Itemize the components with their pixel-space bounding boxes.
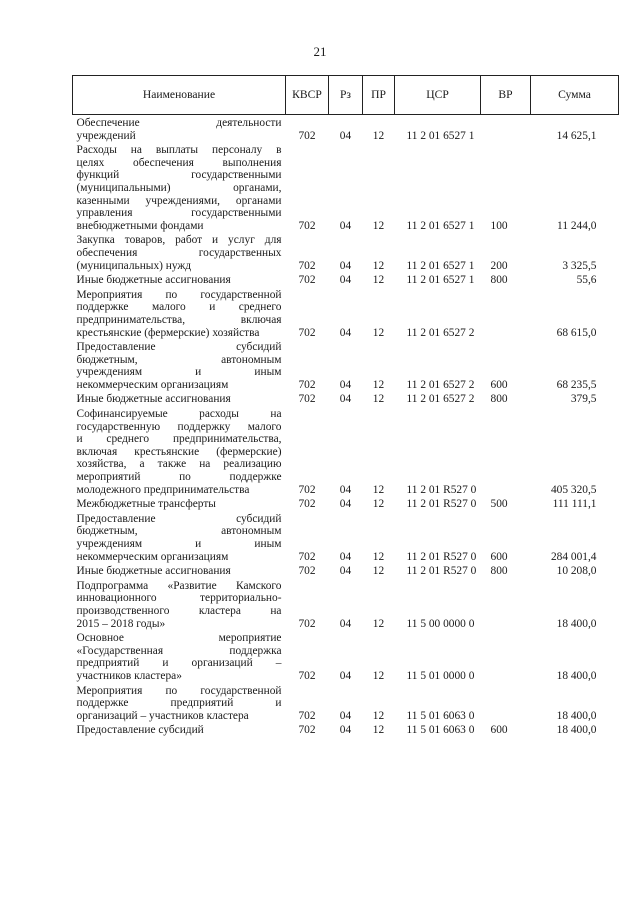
row-name <box>73 511 286 563</box>
row-name-line: государственную поддержку малого <box>76 420 282 433</box>
header-csr: ЦСР <box>395 76 481 115</box>
row-name-line: молодежного предпринимательства <box>76 483 250 496</box>
row-name-line: Софинансируемые расходы на <box>76 408 282 421</box>
row-name-line: Мероприятия по государственной <box>76 288 282 301</box>
row-csr: 11 5 01 6063 0 <box>406 709 475 722</box>
row-name <box>73 287 286 339</box>
row-rz: 04 <box>339 129 352 142</box>
row-name-line: управления государственными <box>76 207 282 220</box>
row-rz: 04 <box>339 550 352 563</box>
row-sum: 18 400,0 <box>556 724 597 737</box>
row-pr: 12 <box>372 393 385 406</box>
row-pr: 12 <box>372 709 385 722</box>
row-rz: 04 <box>339 326 352 339</box>
row-name-line: учреждениям и иным <box>76 538 282 550</box>
row-kvsr: 702 <box>298 393 316 406</box>
row-vr: 800 <box>490 393 508 406</box>
row-name-line: Закупка товаров, работ и услуг для <box>76 234 282 247</box>
row-csr: 11 5 01 0000 0 <box>406 669 475 682</box>
row-name-line: учреждений <box>76 129 136 142</box>
row-rz: 04 <box>339 274 352 287</box>
row-name-line: бюджетным, автономным <box>76 525 282 538</box>
header-name: Наименование <box>73 76 286 115</box>
row-csr: 11 5 00 0000 0 <box>406 617 475 630</box>
row-name <box>73 683 286 723</box>
row-sum: 68 235,5 <box>556 378 597 391</box>
row-name-line: функций государственными <box>76 169 282 182</box>
row-name <box>73 391 286 406</box>
header-kvsr: КВСР <box>286 76 329 115</box>
row-name-line: Мероприятия по государственной <box>76 684 282 697</box>
table-row <box>73 142 619 232</box>
row-kvsr: 702 <box>298 724 316 737</box>
row-rz: 04 <box>339 393 352 406</box>
row-name <box>73 722 286 737</box>
row-sum: 68 615,0 <box>556 326 597 339</box>
row-name-line: инновационного территориально- <box>76 592 282 605</box>
table-row <box>73 578 619 630</box>
row-name-line: целях обеспечения выполнения <box>76 156 282 169</box>
row-name-line: Предоставление субсидий <box>76 341 282 354</box>
row-name-line: (муниципальными) органами, <box>76 181 282 194</box>
row-name <box>73 630 286 682</box>
row-rz: 04 <box>339 378 352 391</box>
table-row <box>73 630 619 682</box>
row-sum: 284 001,4 <box>550 550 597 563</box>
row-name-line: хозяйства, а также на реализацию <box>76 458 282 471</box>
row-pr: 12 <box>372 617 385 630</box>
row-csr: 11 2 01 6527 1 <box>406 259 475 272</box>
row-rz: 04 <box>339 219 352 232</box>
table-row <box>73 391 619 406</box>
table-row <box>73 722 619 737</box>
row-name-line: казенными учреждениями, органами <box>76 194 282 207</box>
row-sum: 18 400,0 <box>556 709 597 722</box>
row-name-line: предприятий и организаций – <box>76 657 282 670</box>
row-name-line: Предоставление субсидий <box>76 724 204 737</box>
row-name-line: Обеспечение деятельности <box>76 117 282 129</box>
row-name <box>73 578 286 630</box>
row-vr <box>481 630 531 682</box>
row-vr <box>481 683 531 723</box>
row-pr: 12 <box>372 498 385 511</box>
budget-table <box>72 75 619 737</box>
row-name <box>73 563 286 578</box>
row-vr: 100 <box>490 219 508 232</box>
row-name-line: крестьянские (фермерские) хозяйства <box>76 326 260 339</box>
row-sum: 55,6 <box>576 274 597 287</box>
row-pr: 12 <box>372 565 385 578</box>
row-kvsr: 702 <box>298 274 316 287</box>
row-kvsr: 702 <box>298 498 316 511</box>
row-csr: 11 2 01 6527 1 <box>406 129 475 142</box>
row-kvsr: 702 <box>298 669 316 682</box>
row-pr: 12 <box>372 129 385 142</box>
row-name-line: Иные бюджетные ассигнования <box>76 565 231 578</box>
row-name <box>73 496 286 511</box>
row-name <box>73 406 286 496</box>
row-pr: 12 <box>372 483 385 496</box>
table-row <box>73 496 619 511</box>
row-vr <box>481 115 531 143</box>
table-row <box>73 683 619 723</box>
table-row <box>73 232 619 272</box>
row-kvsr: 702 <box>298 219 316 232</box>
row-name-line: Иные бюджетные ассигнования <box>76 274 231 287</box>
row-csr: 11 2 01 R527 0 <box>406 550 477 563</box>
row-name-line: включая крестьянские (фермерские) <box>76 445 282 458</box>
header-sum: Сумма <box>531 76 619 115</box>
row-pr: 12 <box>372 326 385 339</box>
row-rz: 04 <box>339 724 352 737</box>
row-name-line: производственного кластера на <box>76 604 282 617</box>
row-sum: 18 400,0 <box>556 617 597 630</box>
table-row <box>73 406 619 496</box>
table-row <box>73 339 619 391</box>
row-sum: 10 208,0 <box>556 565 597 578</box>
row-pr: 12 <box>372 550 385 563</box>
row-name-line: (муниципальных) нужд <box>76 259 192 272</box>
row-vr: 600 <box>490 550 508 563</box>
row-name <box>73 142 286 232</box>
row-name <box>73 339 286 391</box>
table-row <box>73 511 619 563</box>
row-name-line: некоммерческим организациям <box>76 378 229 391</box>
row-kvsr: 702 <box>298 709 316 722</box>
row-vr: 800 <box>490 274 508 287</box>
row-sum: 379,5 <box>570 393 597 406</box>
row-pr: 12 <box>372 274 385 287</box>
row-name-line: бюджетным, автономным <box>76 353 282 366</box>
row-vr: 200 <box>490 259 508 272</box>
row-rz: 04 <box>339 669 352 682</box>
row-sum: 14 625,1 <box>556 129 597 142</box>
row-rz: 04 <box>339 617 352 630</box>
row-vr: 500 <box>490 498 508 511</box>
table-row <box>73 563 619 578</box>
row-rz: 04 <box>339 709 352 722</box>
row-name-line: Расходы на выплаты персоналу в <box>76 144 282 157</box>
header-vr: ВР <box>481 76 531 115</box>
header-rz: Рз <box>329 76 363 115</box>
table-row <box>73 272 619 287</box>
row-name-line: обеспечения государственных <box>76 246 282 259</box>
row-kvsr: 702 <box>298 378 316 391</box>
row-name <box>73 115 286 143</box>
row-name-line: Иные бюджетные ассигнования <box>76 393 231 406</box>
row-kvsr: 702 <box>298 259 316 272</box>
row-kvsr: 702 <box>298 617 316 630</box>
row-kvsr: 702 <box>298 326 316 339</box>
page-number: 21 <box>313 44 327 59</box>
row-name-line: учреждениям и иным <box>76 366 282 379</box>
row-csr: 11 2 01 6527 1 <box>406 274 475 287</box>
row-kvsr: 702 <box>298 550 316 563</box>
row-rz: 04 <box>339 483 352 496</box>
table-body <box>73 115 619 737</box>
row-pr: 12 <box>372 378 385 391</box>
row-vr <box>481 406 531 496</box>
table-row <box>73 115 619 143</box>
row-name-line: предпринимательства, включая <box>76 313 282 326</box>
row-sum: 111 111,1 <box>552 498 597 511</box>
row-name-line: поддержке предприятий и <box>76 697 282 710</box>
row-name-line: «Государственная поддержка <box>76 644 282 657</box>
row-csr: 11 2 01 6527 1 <box>406 219 475 232</box>
row-name-line: и среднего предпринимательства, <box>76 433 282 446</box>
row-name <box>73 232 286 272</box>
header-pr: ПР <box>363 76 395 115</box>
row-rz: 04 <box>339 565 352 578</box>
row-name-line: поддержке малого и среднего <box>76 301 282 314</box>
row-sum: 18 400,0 <box>556 669 597 682</box>
row-kvsr: 702 <box>298 129 316 142</box>
table-row <box>73 287 619 339</box>
row-csr: 11 2 01 6527 2 <box>406 393 475 406</box>
row-sum: 3 325,5 <box>562 259 597 272</box>
row-csr: 11 2 01 6527 2 <box>406 326 475 339</box>
row-name-line: участников кластера» <box>76 669 182 682</box>
row-csr: 11 2 01 R527 0 <box>406 483 477 496</box>
row-name-line: некоммерческим организациям <box>76 550 229 563</box>
row-name-line: Межбюджетные трансферты <box>76 498 216 511</box>
row-sum: 11 244,0 <box>557 219 597 232</box>
row-pr: 12 <box>372 724 385 737</box>
row-pr: 12 <box>372 219 385 232</box>
row-rz: 04 <box>339 259 352 272</box>
row-name-line: мероприятий по поддержке <box>76 471 282 484</box>
row-sum: 405 320,5 <box>550 483 597 496</box>
row-name-line: 2015 – 2018 годы» <box>76 617 166 630</box>
row-name-line: Подпрограмма «Развитие Камского <box>76 579 282 592</box>
row-kvsr: 702 <box>298 565 316 578</box>
row-csr: 11 5 01 6063 0 <box>406 724 475 737</box>
row-name-line: внебюджетными фондами <box>76 219 204 232</box>
row-name-line: организаций – участников кластера <box>76 709 249 722</box>
row-vr <box>481 578 531 630</box>
row-vr: 800 <box>490 565 508 578</box>
row-kvsr: 702 <box>298 483 316 496</box>
row-vr: 600 <box>490 378 508 391</box>
row-csr: 11 2 01 6527 2 <box>406 378 475 391</box>
row-vr <box>481 287 531 339</box>
row-pr: 12 <box>372 669 385 682</box>
row-name-line: Основное мероприятие <box>76 632 282 645</box>
table-header-row <box>73 76 619 115</box>
row-name-line: Предоставление субсидий <box>76 512 282 525</box>
row-pr: 12 <box>372 259 385 272</box>
row-name <box>73 272 286 287</box>
row-rz: 04 <box>339 498 352 511</box>
row-csr: 11 2 01 R527 0 <box>406 565 477 578</box>
row-vr: 600 <box>490 724 508 737</box>
row-csr: 11 2 01 R527 0 <box>406 498 477 511</box>
